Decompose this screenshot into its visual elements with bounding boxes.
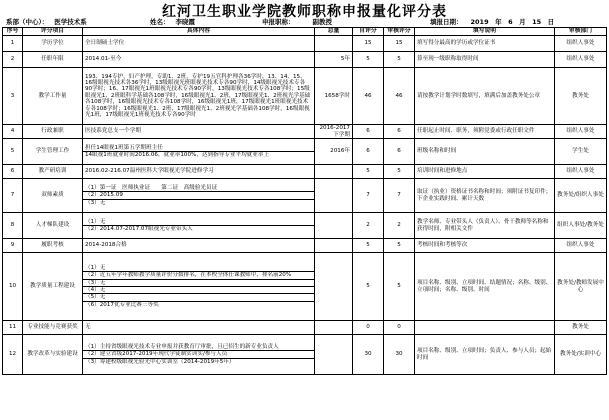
review-score: 6 — [384, 125, 415, 139]
fill-note: 取证（执业）资格证书名称和时间；须附证书复印件；下企业实践时间、累计天数 — [415, 179, 555, 213]
table-row — [3, 213, 607, 239]
review-dept: 学生处 — [555, 139, 607, 165]
total-amount: 2016-2017下学期 — [315, 125, 353, 139]
content-line: 全日制硕士学位 — [85, 40, 125, 47]
score-item: 教学工作量 — [23, 68, 83, 125]
content-line: 无 — [85, 324, 91, 331]
review-score: 0 — [384, 321, 415, 335]
score-item: 双师素质 — [23, 179, 83, 213]
content-cell — [83, 213, 315, 239]
table-row — [3, 68, 607, 125]
self-score: 5 — [353, 165, 384, 179]
review-dept: 组织人事处 — [555, 125, 607, 139]
total-amount — [315, 239, 353, 253]
row-number: 12 — [3, 335, 23, 375]
score-item: 学历学位 — [23, 36, 83, 52]
content-line: （1）无 — [85, 264, 106, 271]
dept-field: 系部（中心）： 医学技术系 — [6, 18, 87, 26]
total-amount — [315, 213, 353, 239]
page-title: 红河卫生职业学院教师职称申报量化评分表 — [162, 4, 447, 20]
total-amount — [315, 179, 353, 213]
row-number: 6 — [3, 165, 23, 179]
table-row — [3, 239, 607, 253]
row-number: 9 — [3, 239, 23, 253]
content-line: （3）无 — [83, 199, 314, 206]
self-score: 5 — [353, 253, 384, 321]
total-amount — [315, 36, 353, 52]
content-line: 医技系党总支一个学期 — [85, 128, 141, 135]
score-item: 学生管理工作 — [23, 139, 83, 165]
column-header: 审核部门 — [555, 28, 607, 36]
column-header: 具体内容 — [83, 28, 315, 36]
review-dept: 组织人事处 — [555, 36, 607, 52]
self-score: 46 — [353, 68, 384, 125]
column-header: 审核评分 — [384, 28, 415, 36]
content-line: （4）无 — [83, 286, 314, 293]
fill-note: 培训时间和进修地点 — [415, 165, 555, 179]
column-header: 序号 — [3, 28, 23, 36]
total-amount — [315, 321, 353, 335]
fill-note: 任职起止时间、职务，须附党委或行政任职文件 — [415, 125, 555, 139]
table-row — [3, 36, 607, 52]
total-amount — [315, 253, 353, 321]
content-line: 2016.02-216.07温州医科大学眼视光学院进修学习 — [85, 168, 214, 175]
content-cell — [83, 335, 315, 375]
table-row — [3, 125, 607, 139]
self-score: 15 — [353, 36, 384, 52]
review-dept: 组织人事处/教务处 — [555, 213, 607, 239]
row-number: 4 — [3, 125, 23, 139]
self-score: 2 — [353, 213, 384, 239]
fill-note — [415, 321, 555, 335]
content-line: （1）无 — [85, 218, 106, 225]
fill-note: 项目名称、级别、立项时间；负责人、参与人员；起始时间 — [415, 335, 555, 375]
content-line: （5）无 — [83, 293, 314, 300]
content-line: （3）筹建校级眼视光验光中心实训室（2014-2019年5年） — [83, 358, 314, 365]
content-line: 193、194专护，妇产护理，专助1、2班，专护19五官科护理各36学时，13、14、15、16级眼视光技术各36学时，13级眼视光班眼视光技术专各90学时，14级眼视光技术专各90学时；16、17眼视光1班眼视光技术专各90学时，13级眼视光技术专各108学时；15级眼视光1、2班眼科学基础各108学时，16级眼视光1、2班，17级眼视光1、2班视光学基础各108学时，16级眼视光技术专各108学时，16级眼视光1班，17级眼视光1班眼视光技术专各108学时；16级眼视光1、2班，17级眼视光1、2班视光学基础各108学时，16级眼视光1班，17级眼视光1班视光技术专各90学时 — [85, 73, 311, 119]
content-cell — [83, 36, 315, 52]
table-row — [3, 139, 607, 165]
fill-note: 算至现一级职称取得时间 — [415, 52, 555, 68]
self-score: 6 — [353, 125, 384, 139]
self-score: 30 — [353, 335, 384, 375]
column-header: 评分项目 — [23, 28, 83, 36]
review-score: 5 — [384, 52, 415, 68]
row-number: 1 — [3, 36, 23, 52]
score-item: 履职考核 — [23, 239, 83, 253]
column-header: 自评分 — [353, 28, 384, 36]
review-score: 6 — [384, 139, 415, 165]
content-line: （1）第一证 医师执业证 第二证 高级验光员证 — [85, 184, 218, 191]
content-cell — [83, 52, 315, 68]
content-cell — [83, 239, 315, 253]
content-line: （2）建立省级2017-2019年现代学徒制实训实/参与人员 — [83, 350, 314, 357]
review-dept: 教务处 — [555, 68, 607, 125]
review-dept: 教务处/组织人事处 — [555, 179, 607, 213]
fill-note: 请按教学计划学时数填写，填满后加盖教务处公章 — [415, 68, 555, 125]
fill-note: 班级名称和时间 — [415, 139, 555, 165]
score-item: 行政兼职 — [23, 125, 83, 139]
review-score: 30 — [384, 335, 415, 375]
review-score: 15 — [384, 36, 415, 52]
rank-field: 申报职称： 副教授 — [262, 18, 332, 26]
total-amount: 1658学时 — [315, 68, 353, 125]
review-score: 5 — [384, 239, 415, 253]
content-line: （1）主持省级眼视光技术专业申报并获教育厅审批，且已招生的新专业负责人 — [85, 343, 279, 350]
content-line: （2）2014.07-2017.07眼视光专业带头人 — [83, 225, 314, 232]
fill-note: 教学名师、专业带头人（负责人）、骨干教师等名称和获得时间，附相关文件 — [415, 213, 555, 239]
self-score: 0 — [353, 321, 384, 335]
review-score: 5 — [384, 165, 415, 179]
score-item: 教学质量工程建设 — [23, 253, 83, 321]
table-row — [3, 321, 607, 335]
table-row — [3, 335, 607, 375]
content-cell — [83, 253, 315, 321]
fill-note: 考核时间和考核等次 — [415, 239, 555, 253]
content-line: （2）近五年学年教师教学质量评价分数排名，在本校全体任课教师中，排名前20% — [83, 271, 314, 278]
self-score: 5 — [353, 239, 384, 253]
review-dept: 组织人事处 — [555, 52, 607, 68]
fill-note: 项目名称、级别、立项时间、结题情况；名称、级别、立项时间；名称、级别、时间 — [415, 253, 555, 321]
row-number: 11 — [3, 321, 23, 335]
table-header — [3, 28, 607, 36]
fill-note: 填写得分最高的学历或学位证书 — [415, 36, 555, 52]
review-score: 2 — [384, 213, 415, 239]
column-header: 填写说明 — [415, 28, 555, 36]
total-amount: 5年 — [315, 52, 353, 68]
content-line: 2014.01-至今 — [85, 56, 122, 63]
content-line: 担任14眼视1班第五学期班主任 — [85, 144, 163, 151]
content-line: （3）无 — [83, 279, 314, 286]
content-line: 2014-2018合格 — [85, 242, 127, 249]
table-row — [3, 52, 607, 68]
content-cell — [83, 165, 315, 179]
row-number: 5 — [3, 139, 23, 165]
date-field: 填报日期： 2019 年 6 月 15 日 — [430, 18, 555, 26]
row-number: 7 — [3, 179, 23, 213]
score-item: 教学改革与实验建设 — [23, 335, 83, 375]
score-item: 任职年限 — [23, 52, 83, 68]
review-dept: 教务处 — [555, 321, 607, 335]
row-number: 2 — [3, 52, 23, 68]
table-row — [3, 253, 607, 321]
review-dept: 组织人事处 — [555, 239, 607, 253]
total-amount — [315, 165, 353, 179]
review-dept: 组织人事处 — [555, 165, 607, 179]
review-dept: 教务处/实训中心 — [555, 335, 607, 375]
row-number: 3 — [3, 68, 23, 125]
content-cell — [83, 68, 315, 125]
row-number: 8 — [3, 213, 23, 239]
table-row — [3, 179, 607, 213]
content-cell — [83, 179, 315, 213]
content-line: （2）2015.09 — [83, 191, 314, 198]
score-table — [2, 27, 607, 375]
content-cell — [83, 321, 315, 335]
total-amount: 2016年 — [315, 139, 353, 165]
self-score: 6 — [353, 139, 384, 165]
review-score: 7 — [384, 179, 415, 213]
score-item: 教产研培训 — [23, 165, 83, 179]
total-amount — [315, 335, 353, 375]
table-row — [3, 165, 607, 179]
content-line: 14眼视1班就业时间2016.06，就业率100%，达到指导专业平均就业率上 — [83, 151, 314, 158]
review-dept: 教务处/教师发展中心 — [555, 253, 607, 321]
review-score: 5 — [384, 253, 415, 321]
content-line: （6）2017优专业比赛三等奖 — [83, 301, 314, 308]
self-score: 5 — [353, 52, 384, 68]
content-cell — [83, 125, 315, 139]
content-cell — [83, 139, 315, 165]
review-score: 46 — [384, 68, 415, 125]
score-item: 人才梯队建设 — [23, 213, 83, 239]
row-number: 10 — [3, 253, 23, 321]
name-field: 姓名： 李晓霞 — [150, 18, 195, 26]
self-score: 7 — [353, 179, 384, 213]
column-header: 总量 — [315, 28, 353, 36]
score-item: 专业技能与竞赛获奖 — [23, 321, 83, 335]
